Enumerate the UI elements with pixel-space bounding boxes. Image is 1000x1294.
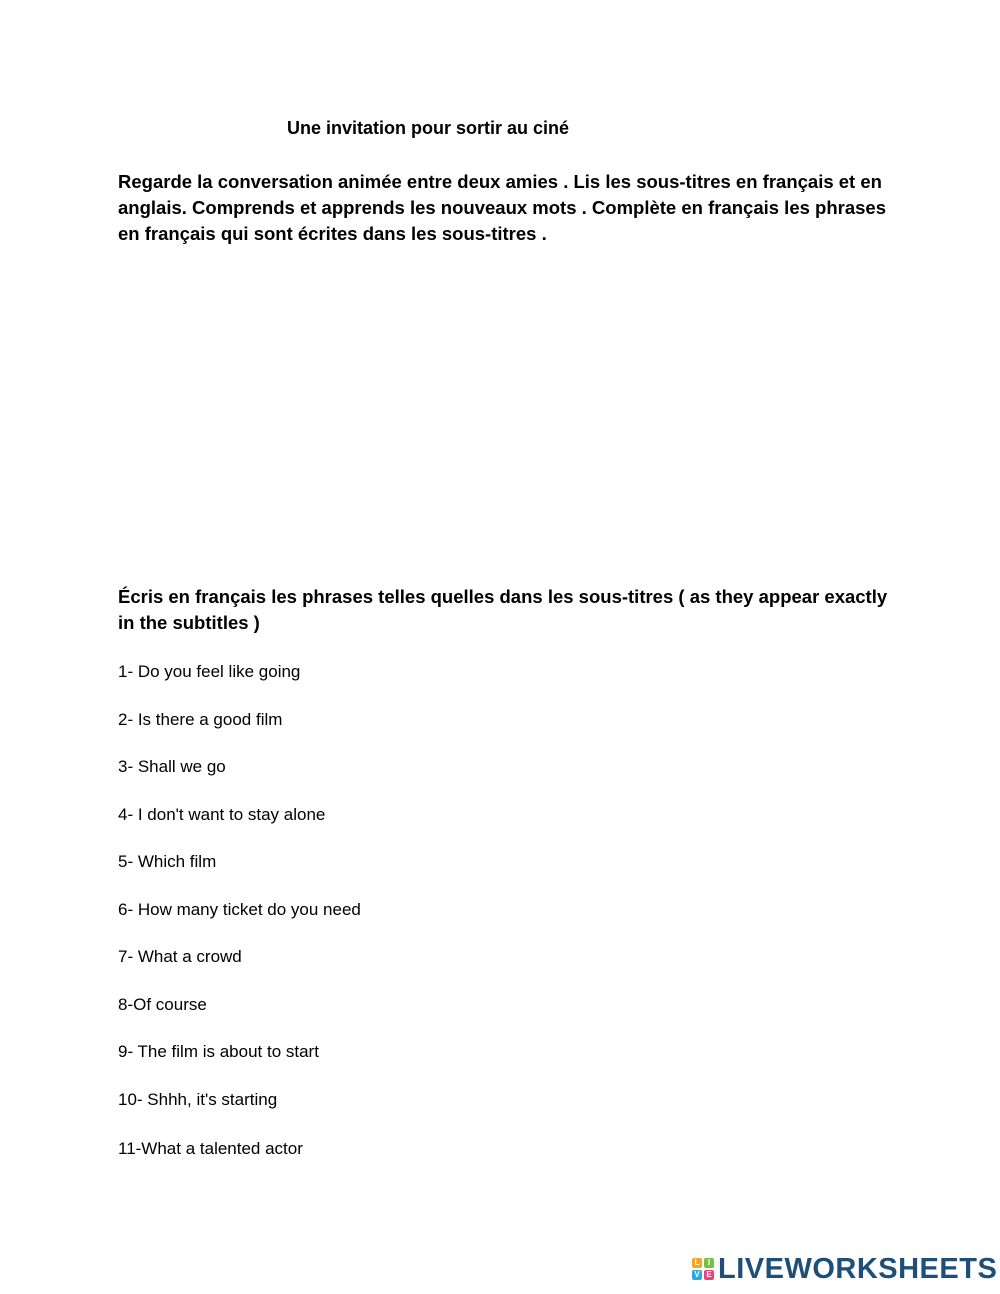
logo-mark-letter-v: V	[692, 1270, 702, 1280]
instructions-paragraph: Regarde la conversation animée entre deux amies . Lis les sous-titres en français et en anglais. Comprends et apprends les nouveaux mots . Complète en français les phrases en français qui sont écrites dans les sous-titres .	[118, 171, 886, 244]
exercise-item-3: 3- Shall we go	[118, 757, 226, 776]
logo-mark-icon	[692, 1258, 714, 1280]
liveworksheets-logo[interactable]	[692, 1253, 997, 1285]
logo-text: LIVEWORKSHEETS	[718, 1252, 998, 1285]
exercise-list	[118, 661, 361, 1160]
logo-mark-letter-i: I	[704, 1258, 714, 1268]
exercise-item-2: 2- Is there a good film	[118, 709, 283, 729]
exercise-item-10: 10- Shhh, it's starting	[118, 1089, 278, 1109]
exercise-item-6: 6- How many ticket do you need	[118, 899, 361, 919]
exercise-item-5: 5- Which film	[118, 852, 217, 871]
exercise-item-11: 11-What a talented actor	[118, 1139, 303, 1158]
exercise-item-7: 7- What a crowd	[118, 947, 242, 966]
worksheet-title: Une invitation pour sortir au ciné	[287, 118, 570, 138]
exercise-item-8: 8-Of course	[118, 994, 207, 1014]
logo-mark-letter-e: E	[704, 1270, 714, 1280]
logo-mark-letter-l: L	[692, 1258, 702, 1268]
exercise-item-4: 4- I don't want to stay alone	[118, 804, 326, 824]
exercise-prompt: Écris en français les phrases telles quelles dans les sous-titres ( as they appear exactly in the subtitles )	[118, 586, 888, 633]
exercise-item-9: 9- The film is about to start	[118, 1042, 319, 1061]
exercise-item-1: 1- Do you feel like going	[118, 662, 301, 681]
video-embed-area[interactable]	[118, 262, 878, 562]
